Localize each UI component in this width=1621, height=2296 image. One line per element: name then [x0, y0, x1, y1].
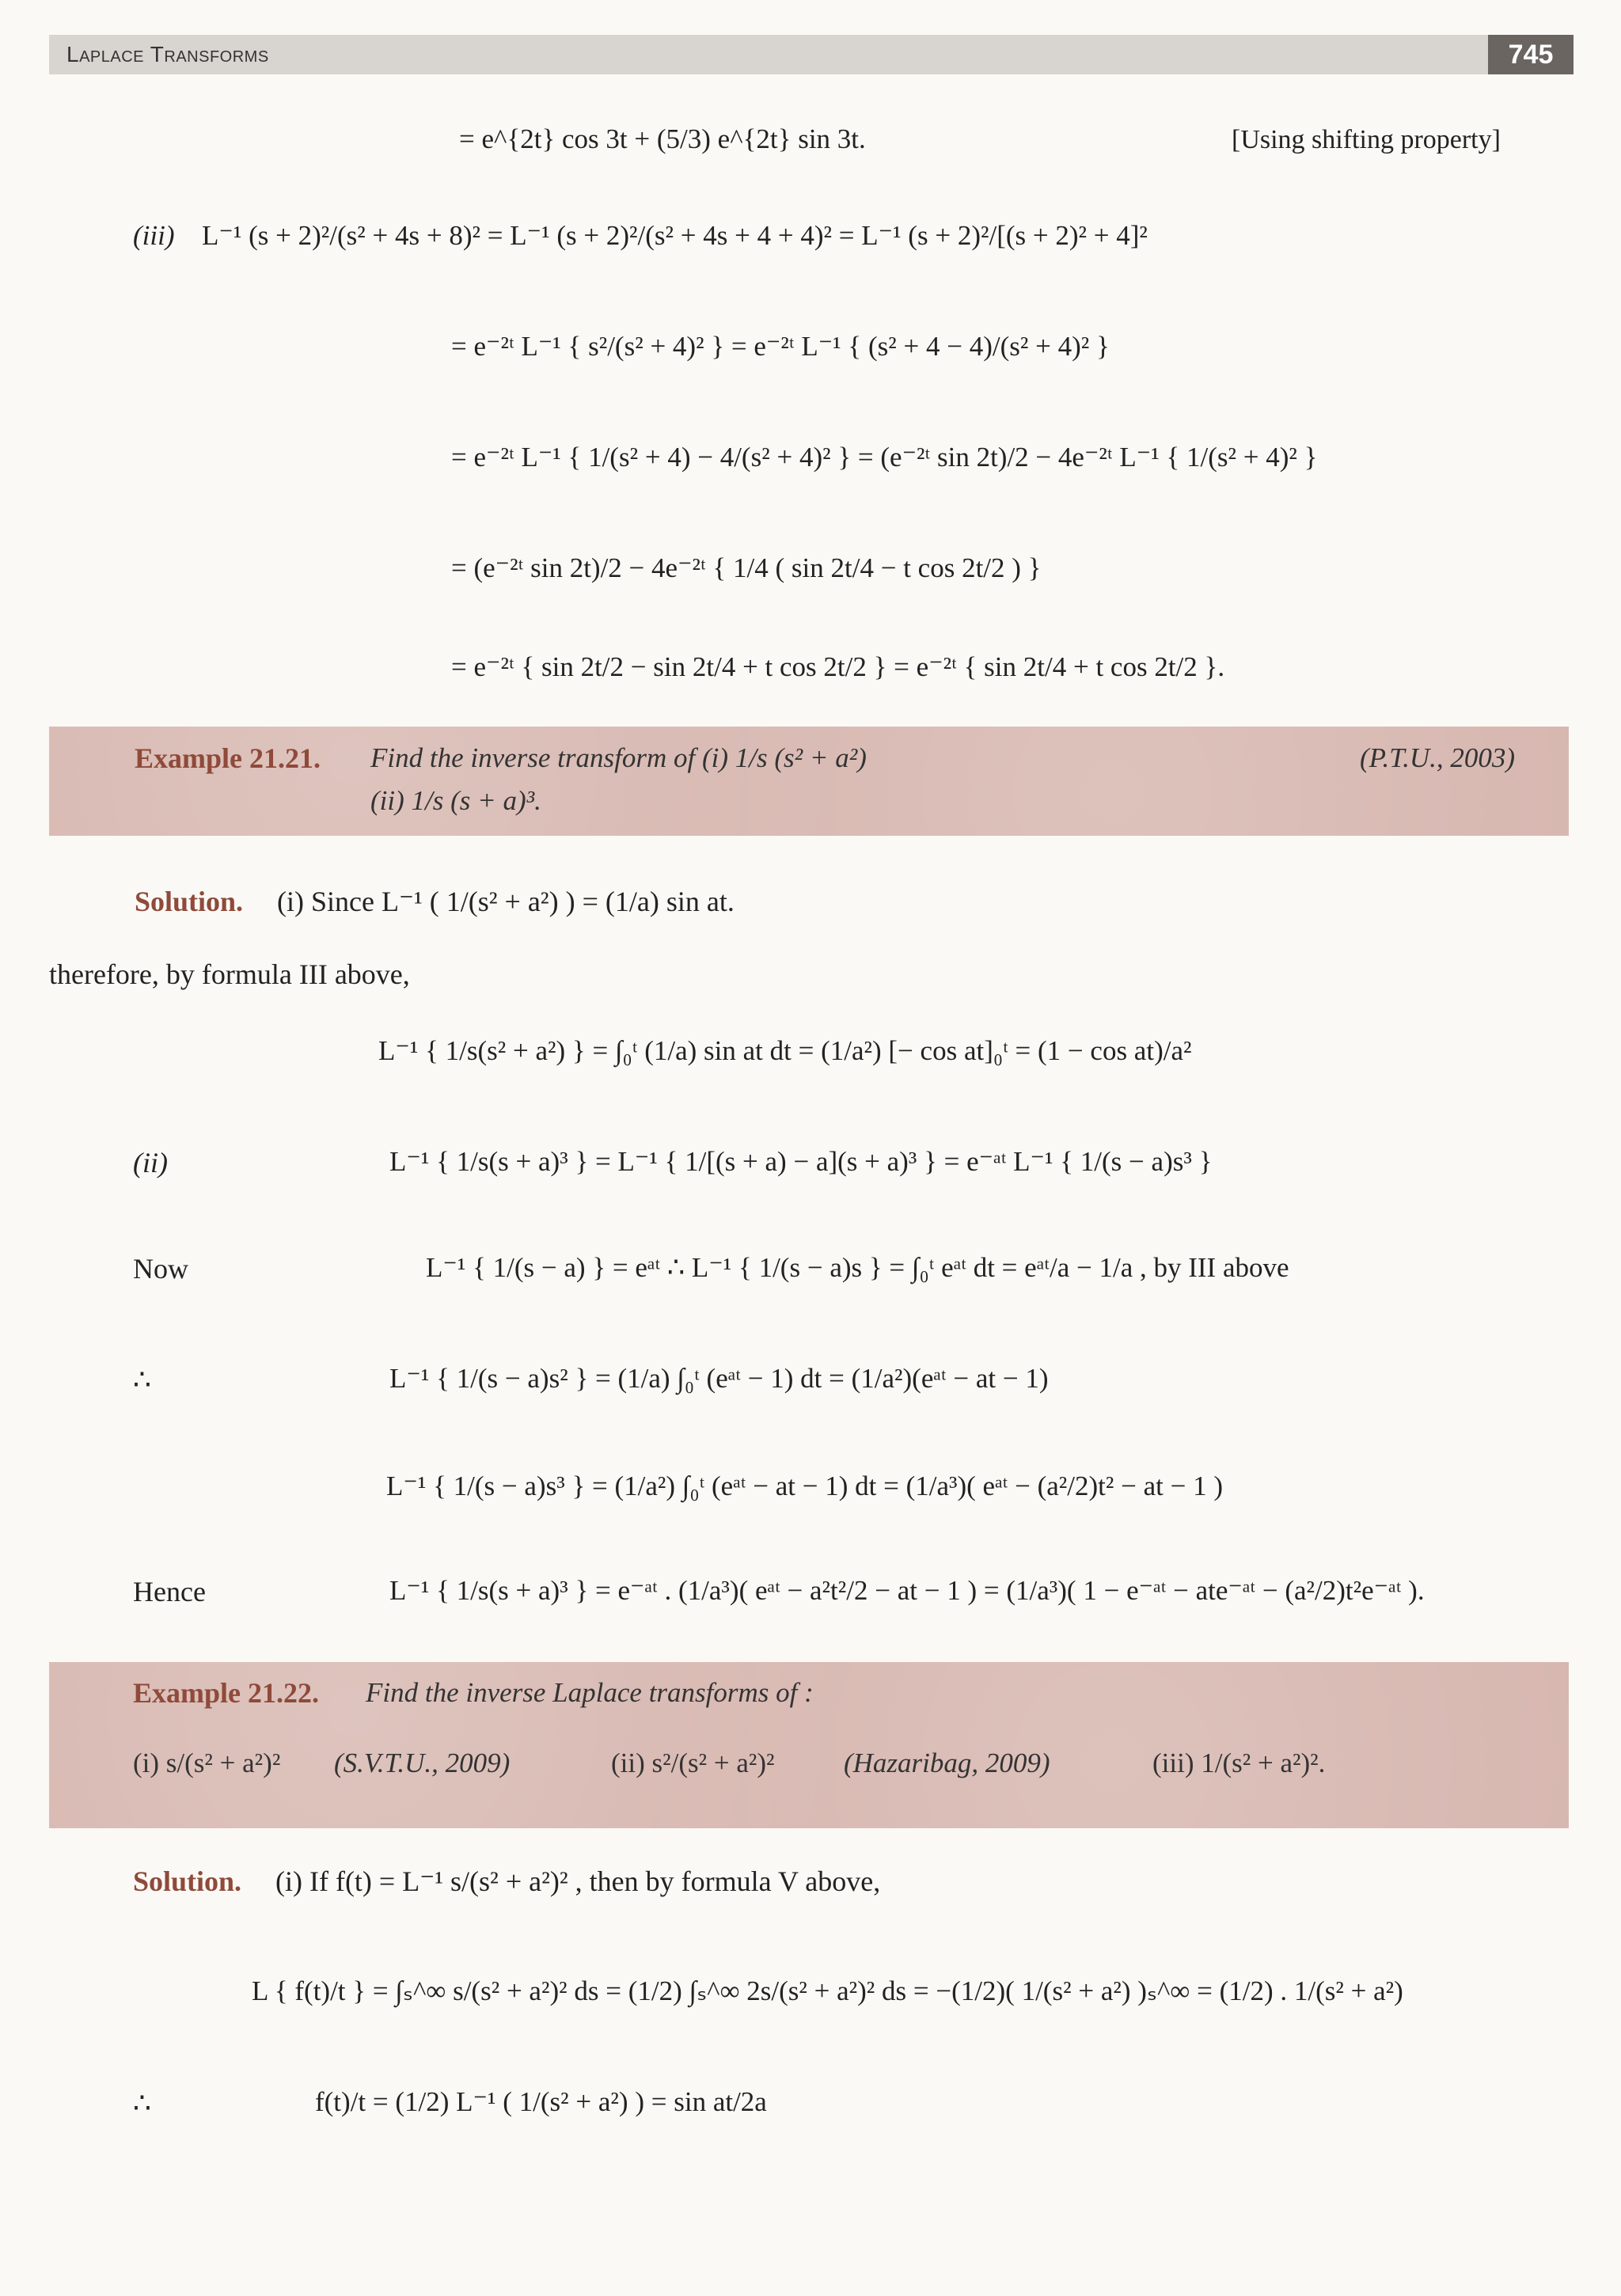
solution-21-21-eq6: L⁻¹ { 1/s(s + a)³ } = e⁻ᵃᵗ . (1/a³)( eᵃᵗ − a²t²/2 − at − 1 ) = (1/a³)( 1 − e⁻ᵃᵗ − ate⁻ᵃᵗ − (a²/2)t²e⁻ᵃᵗ ).: [389, 1575, 1425, 1606]
example-21-21-text-1: Find the inverse transform of (i) 1/s (s² + a²): [370, 742, 867, 773]
label-hence: Hence: [133, 1576, 206, 1607]
solution-21-22-intro: (i) If f(t) = L⁻¹ s/(s² + a²)² , then by formula V above,: [275, 1865, 881, 1897]
solution-21-21-heading: Solution.: [135, 886, 244, 917]
solution-21-21-eq3: L⁻¹ { 1/(s − a) } = eᵃᵗ ∴ L⁻¹ { 1/(s − a)s } = ∫₀ᵗ eᵃᵗ dt = eᵃᵗ/a − 1/a , by III above: [426, 1252, 1289, 1283]
example-21-21-title: Example 21.21.: [135, 742, 321, 774]
solution-21-22-eq1: L { f(t)/t } = ∫ₛ^∞ s/(s² + a²)² ds = (1/2) ∫ₛ^∞ 2s/(s² + a²)² ds = −(1/2)( 1/(s² + a²) )ₛ^∞ = (1/2) . 1/(s² + a²): [252, 1975, 1403, 2006]
label-therefore-2: ∴: [133, 2087, 151, 2119]
label-ii: (ii): [133, 1147, 168, 1178]
solution-21-22-eq2: f(t)/t = (1/2) L⁻¹ ( 1/(s² + a²) ) = sin at/2a: [315, 2086, 767, 2117]
eq-line-4: = e⁻²ᵗ L⁻¹ { 1/(s² + 4) − 4/(s² + 4)² } = (e⁻²ᵗ sin 2t)/2 − 4e⁻²ᵗ L⁻¹ { 1/(s² + 4)² }: [451, 442, 1318, 472]
page-number: 745: [1488, 35, 1574, 74]
eq-line-2: L⁻¹ (s + 2)²/(s² + 4s + 8)² = L⁻¹ (s + 2)²/(s² + 4s + 4 + 4)² = L⁻¹ (s + 2)²/[(s + 2)² + 4]²: [202, 220, 1148, 251]
eq-line-5: = (e⁻²ᵗ sin 2t)/2 − 4e⁻²ᵗ { 1/4 ( sin 2t/4 − t cos 2t/2 ) }: [451, 552, 1042, 583]
solution-21-21-eq4: L⁻¹ { 1/(s − a)s² } = (1/a) ∫₀ᵗ (eᵃᵗ − 1) dt = (1/a²)(eᵃᵗ − at − 1): [389, 1363, 1049, 1394]
example-21-22-item-i: (i) s/(s² + a²)²: [133, 1748, 281, 1778]
eq-line-6: = e⁻²ᵗ { sin 2t/2 − sin 2t/4 + t cos 2t/2 } = e⁻²ᵗ { sin 2t/4 + t cos 2t/2 }.: [451, 651, 1225, 682]
example-21-22-text: Find the inverse Laplace transforms of :: [366, 1677, 814, 1708]
solution-21-21-eq5: L⁻¹ { 1/(s − a)s³ } = (1/a²) ∫₀ᵗ (eᵃᵗ − at − 1) dt = (1/a³)( eᵃᵗ − (a²/2)t² − at − 1 ): [386, 1471, 1224, 1501]
example-21-22-item-iii: (iii) 1/(s² + a²)².: [1152, 1748, 1326, 1778]
label-now: Now: [133, 1253, 188, 1285]
eq-line-3: = e⁻²ᵗ L⁻¹ { s²/(s² + 4)² } = e⁻²ᵗ L⁻¹ { (s² + 4 − 4)/(s² + 4)² }: [451, 331, 1110, 362]
solution-21-21-para: therefore, by formula III above,: [49, 958, 410, 990]
running-header: [49, 35, 1574, 74]
eq-line-1: = e^{2t} cos 3t + (5/3) e^{2t} sin 3t.: [459, 123, 866, 154]
example-21-22-src-i: (S.V.T.U., 2009): [334, 1748, 511, 1778]
label-iii: (iii): [133, 220, 175, 251]
solution-21-21-intro: (i) Since L⁻¹ ( 1/(s² + a²) ) = (1/a) sin at.: [277, 886, 735, 917]
eq-note-shifting: [Using shifting property]: [1232, 125, 1501, 154]
example-21-21-text-2: (ii) 1/s (s + a)³.: [370, 785, 541, 816]
example-21-22-item-ii: (ii) s²/(s² + a²)²: [611, 1748, 775, 1778]
label-therefore-1: ∴: [133, 1364, 151, 1395]
solution-21-21-eq2: L⁻¹ { 1/s(s + a)³ } = L⁻¹ { 1/[(s + a) − a](s + a)³ } = e⁻ᵃᵗ L⁻¹ { 1/(s − a)s³ }: [389, 1146, 1213, 1177]
solution-21-21-eq1: L⁻¹ { 1/s(s² + a²) } = ∫₀ᵗ (1/a) sin at dt = (1/a²) [− cos at]₀ᵗ = (1 − cos at)/a²: [378, 1035, 1192, 1066]
solution-21-22-heading: Solution.: [133, 1865, 242, 1897]
example-21-22-title: Example 21.22.: [133, 1677, 320, 1709]
example-21-21-source: (P.T.U., 2003): [1360, 742, 1516, 773]
example-21-22-src-ii: (Hazaribag, 2009): [844, 1748, 1050, 1778]
chapter-title: Laplace Transforms: [66, 42, 269, 66]
